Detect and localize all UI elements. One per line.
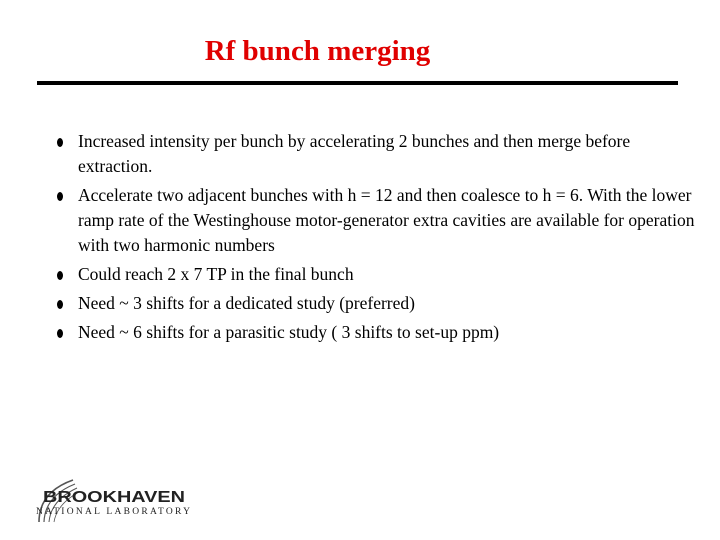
bullet-list: [57, 129, 697, 349]
bullet-item: [57, 291, 697, 316]
bullet-dot-icon: [57, 192, 63, 201]
bullet-item: [57, 320, 697, 345]
slide-title: Rf bunch merging: [204, 35, 431, 67]
bullet-item: [57, 129, 697, 179]
bullet-text: Could reach 2 x 7 TP in the final bunch: [78, 264, 354, 284]
title-divider: [37, 81, 678, 85]
bullet-dot-icon: [57, 271, 63, 280]
bullet-item: [57, 183, 697, 258]
bullet-dot-icon: [57, 138, 63, 147]
logo-name: BROOKHAVEN: [43, 489, 185, 506]
bullet-text: Need ~ 3 shifts for a dedicated study (preferred): [78, 293, 415, 313]
bullet-dot-icon: [57, 329, 63, 338]
brookhaven-logo: [33, 474, 198, 524]
bullet-text: Increased intensity per bunch by accelerating 2 bunches and then merge before extraction.: [78, 131, 631, 176]
logo-subtitle: NATIONAL LABORATORY: [36, 507, 190, 517]
bullet-item: [57, 262, 697, 287]
bullet-text: Need ~ 6 shifts for a parasitic study ( 3 shifts to set-up ppm): [78, 322, 500, 342]
bullet-text: Accelerate two adjacent bunches with h = 12 and then coalesce to h = 6. With the lower ramp rate of the Westinghouse motor-generator extra cavities are available for operation with two harmonic numbers: [78, 185, 695, 255]
bullet-dot-icon: [57, 300, 63, 309]
